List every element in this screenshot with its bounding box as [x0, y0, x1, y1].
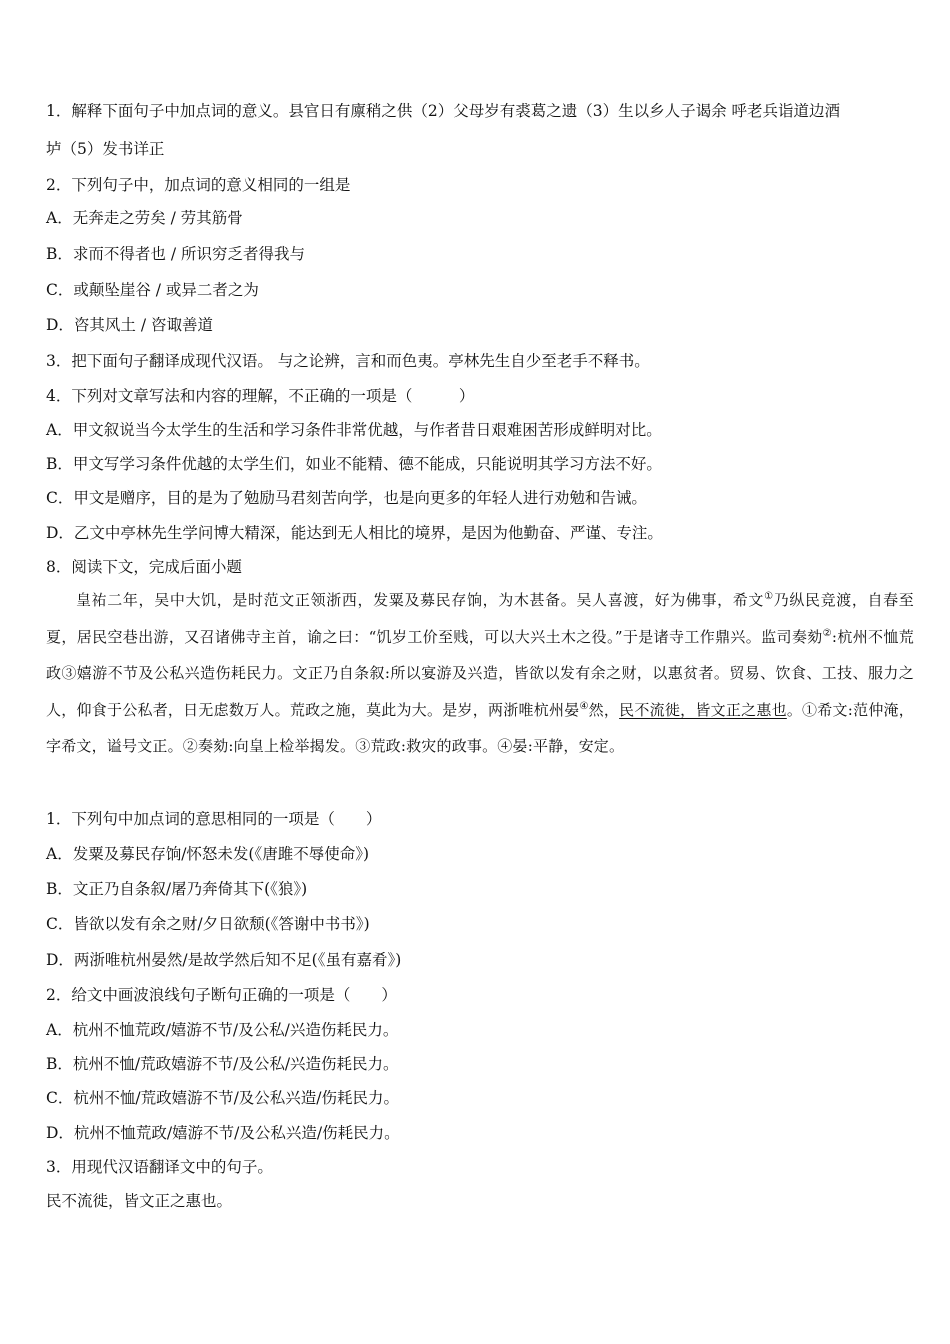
passage-part-5: 。①希文:范仲淹，字希文，谥号文正。②奏劾:向皇上检举揭发。③荒政:救灾的政事。④晏:平静，安定。	[46, 700, 914, 755]
sub1-option-d: D．两浙唯杭州晏然/是故学然后知不足(《虽有嘉肴》)	[46, 951, 402, 969]
q3-stem: 3．把下面句子翻译成现代汉语。 与之论辨，言和而色夷。亭林先生自少至老手不释书。	[46, 352, 650, 370]
q2-option-d: D．咨其风土 / 咨诹善道	[46, 316, 214, 334]
q4-stem: 4．下列对文章写法和内容的理解，不正确的一项是（ ）	[46, 387, 475, 405]
footnote-mark-1: ①	[764, 591, 774, 602]
q8-passage	[46, 582, 914, 765]
passage-part-4: 然，	[588, 700, 620, 719]
q1-text-line1: 1．解释下面句子中加点词的意义。县官日有廪稍之供（2）父母岁有裘葛之遗（3）生以乡人子谒余 呼老兵诣道边酒	[46, 102, 841, 120]
q4-option-c: C．甲文是赠序，目的是为了勉励马君刻苦向学，也是向更多的年轻人进行劝勉和告诫。	[46, 489, 647, 507]
q4-option-d: D．乙文中亭林先生学问博大精深，能达到无人相比的境界，是因为他勤奋、严谨、专注。	[46, 524, 663, 542]
passage-part-2: 乃纵民竞渡，自春至夏，居民空巷出游，又召诸佛寺主首，谕之曰：“饥岁工价至贱，可以大兴土木之役。”于是诸寺工作鼎兴。监司奏劾	[46, 591, 914, 646]
q2-stem: 2．下列句子中，加点词的意义相同的一组是	[46, 176, 351, 194]
sub1-option-a: A．发粟及募民存饷/怀怒未发(《唐雎不辱使命》)	[46, 845, 370, 863]
q2-option-c: C．或颠坠崖谷 / 或异二者之为	[46, 281, 259, 299]
passage-part-3: :杭州不恤荒政③嬉游不节及公私兴造伤耗民力。文正乃自条叙:所以宴游及兴造，皆欲以发有余之财，以惠贫者。贸易、饮食、工技、服力之人，仰食于公私者，日无虑数万人。荒政之施，莫此为大。是岁，两浙唯杭州晏	[46, 627, 914, 719]
q1-text-line2: 垆（5）发书详正	[46, 140, 165, 158]
passage-part-1: 皇祐二年，吴中大饥，是时范文正领浙西，发粟及募民存饷，为木甚备。吴人喜渡，好为佛事，希文	[76, 591, 765, 609]
sub1-option-b: B．文正乃自条叙/屠乃奔倚其下(《狼》)	[46, 880, 308, 898]
sub2-stem: 2．给文中画波浪线句子断句正确的一项是（ ）	[46, 986, 397, 1004]
q4-option-a: A．甲文叙说当今太学生的生活和学习条件非常优越，与作者昔日艰难困苦形成鲜明对比。	[46, 421, 662, 439]
sub1-stem: 1．下列句中加点词的意思相同的一项是（ ）	[46, 810, 382, 828]
footnote-mark-2: ②	[822, 627, 832, 639]
sub2-option-c: C．杭州不恤/荒政嬉游不节/及公私兴造/伤耗民力。	[46, 1089, 400, 1107]
sub3-stem: 3．用现代汉语翻译文中的句子。	[46, 1158, 273, 1176]
q2-option-a: A．无奔走之劳矣 / 劳其筋骨	[46, 209, 243, 227]
sub2-option-b: B．杭州不恤/荒政嬉游不节/及公私/兴造伤耗民力。	[46, 1055, 399, 1073]
sub3-sentence: 民不流徙，皆文正之惠也。	[46, 1192, 233, 1210]
q2-option-b: B．求而不得者也 / 所识穷乏者得我与	[46, 245, 305, 263]
q8-title: 8．阅读下文，完成后面小题	[46, 558, 242, 576]
footnote-mark-4: ④	[579, 700, 589, 712]
sub2-option-a: A．杭州不恤荒政/嬉游不节/及公私/兴造伤耗民力。	[46, 1021, 399, 1039]
q4-option-b: B．甲文写学习条件优越的太学生们，如业不能精、德不能成，只能说明其学习方法不好。	[46, 455, 662, 473]
sub1-option-c: C．皆欲以发有余之财/夕日欲颓(《答谢中书书》)	[46, 915, 370, 933]
sub2-option-d: D．杭州不恤荒政/嬉游不节/及公私兴造/伤耗民力。	[46, 1124, 400, 1142]
underlined-sentence: 民不流徙，皆文正之惠也	[619, 700, 787, 719]
